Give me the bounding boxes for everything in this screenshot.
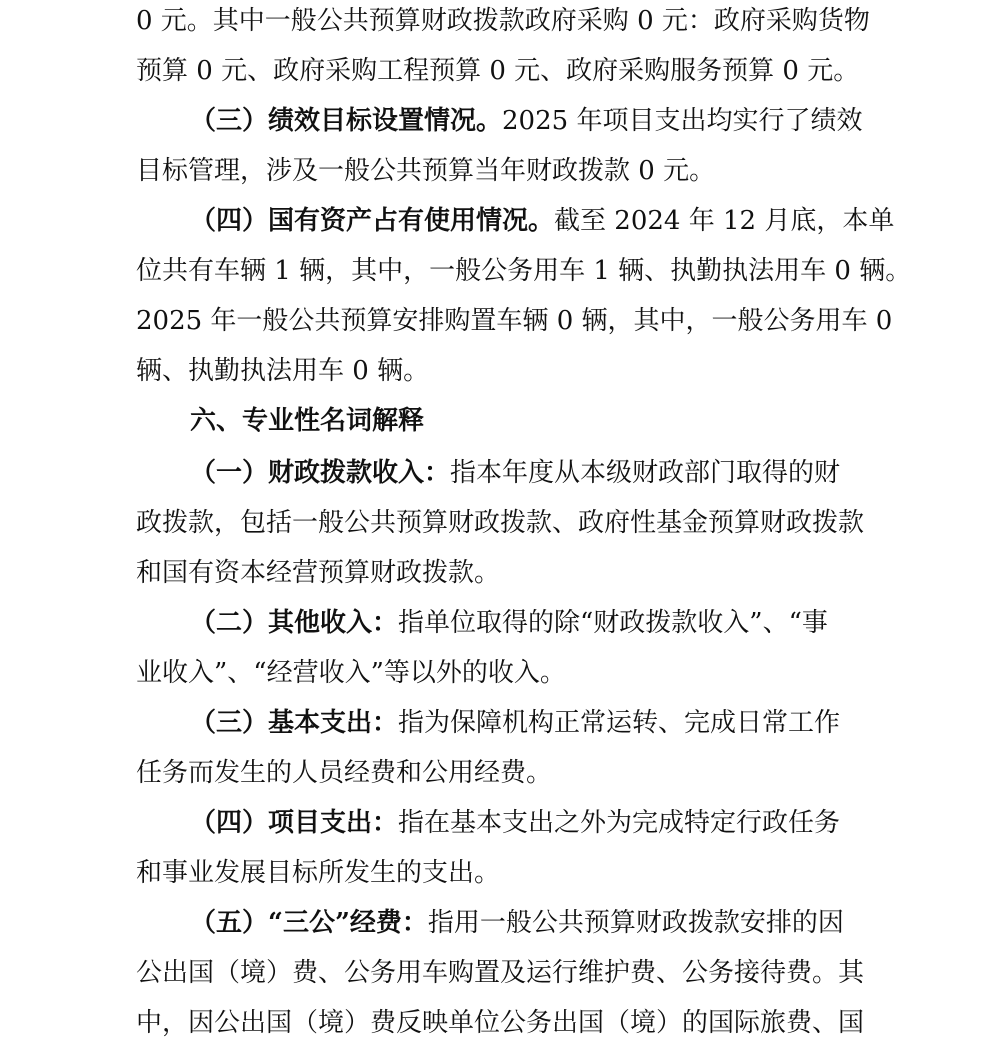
text-line: 位共有车辆 1 辆，其中，一般公务用车 1 辆、执勤执法用车 0 辆。	[136, 256, 912, 286]
text-line: 政拨款，包括一般公共预算财政拨款、政府性基金预算财政拨款	[136, 508, 865, 538]
text-line: 和事业发展目标所发生的支出。	[136, 858, 501, 888]
text-line: 2025 年一般公共预算安排购置车辆 0 辆，其中，一般公务用车 0	[136, 306, 893, 336]
term-definition-line: （四）项目支出：指在基本支出之外为完成特定行政任务	[190, 808, 841, 838]
section-heading-line: （三）绩效目标设置情况。2025 年项目支出均实行了绩效	[190, 106, 863, 136]
term-label: （四）项目支出：	[190, 808, 399, 838]
section-heading-line: （四）国有资产占有使用情况。截至 2024 年 12 月底，本单	[190, 206, 895, 236]
section-heading: （四）国有资产占有使用情况。	[190, 206, 555, 236]
text-line: 任务而发生的人员经费和公用经费。	[136, 758, 553, 788]
term-definition-line: （二）其他收入：指单位取得的除“财政拨款收入”、“事	[190, 608, 828, 638]
term-definition-line: （五）“三公”经费：指用一般公共预算财政拨款安排的因	[190, 908, 844, 938]
text-line: 中，因公出国（境）费反映单位公务出国（境）的国际旅费、国	[136, 1008, 865, 1038]
term-label: （一）财政拨款收入：	[190, 458, 451, 488]
text-line: 公出国（境）费、公务用车购置及运行维护费、公务接待费。其	[136, 958, 865, 988]
term-label: （三）基本支出：	[190, 708, 399, 738]
text-line: 业收入”、“经营收入”等以外的收入。	[136, 658, 566, 688]
text-line: 辆、执勤执法用车 0 辆。	[136, 356, 430, 386]
term-label: （五）“三公”经费：	[190, 908, 428, 938]
text-line: 0 元。其中一般公共预算财政拨款政府采购 0 元：政府采购货物	[136, 6, 870, 36]
term-definition-line: （一）财政拨款收入：指本年度从本级财政部门取得的财	[190, 458, 841, 488]
section-heading: （三）绩效目标设置情况。	[190, 106, 503, 136]
text-line: 预算 0 元、政府采购工程预算 0 元、政府采购服务预算 0 元。	[136, 56, 860, 86]
text-line: 目标管理，涉及一般公共预算当年财政拨款 0 元。	[136, 156, 716, 186]
text-line: 和国有资本经营预算财政拨款。	[136, 558, 501, 588]
term-label: （二）其他收入：	[190, 608, 399, 638]
chapter-heading: 六、专业性名词解释	[190, 406, 425, 436]
term-definition-line: （三）基本支出：指为保障机构正常运转、完成日常工作	[190, 708, 841, 738]
